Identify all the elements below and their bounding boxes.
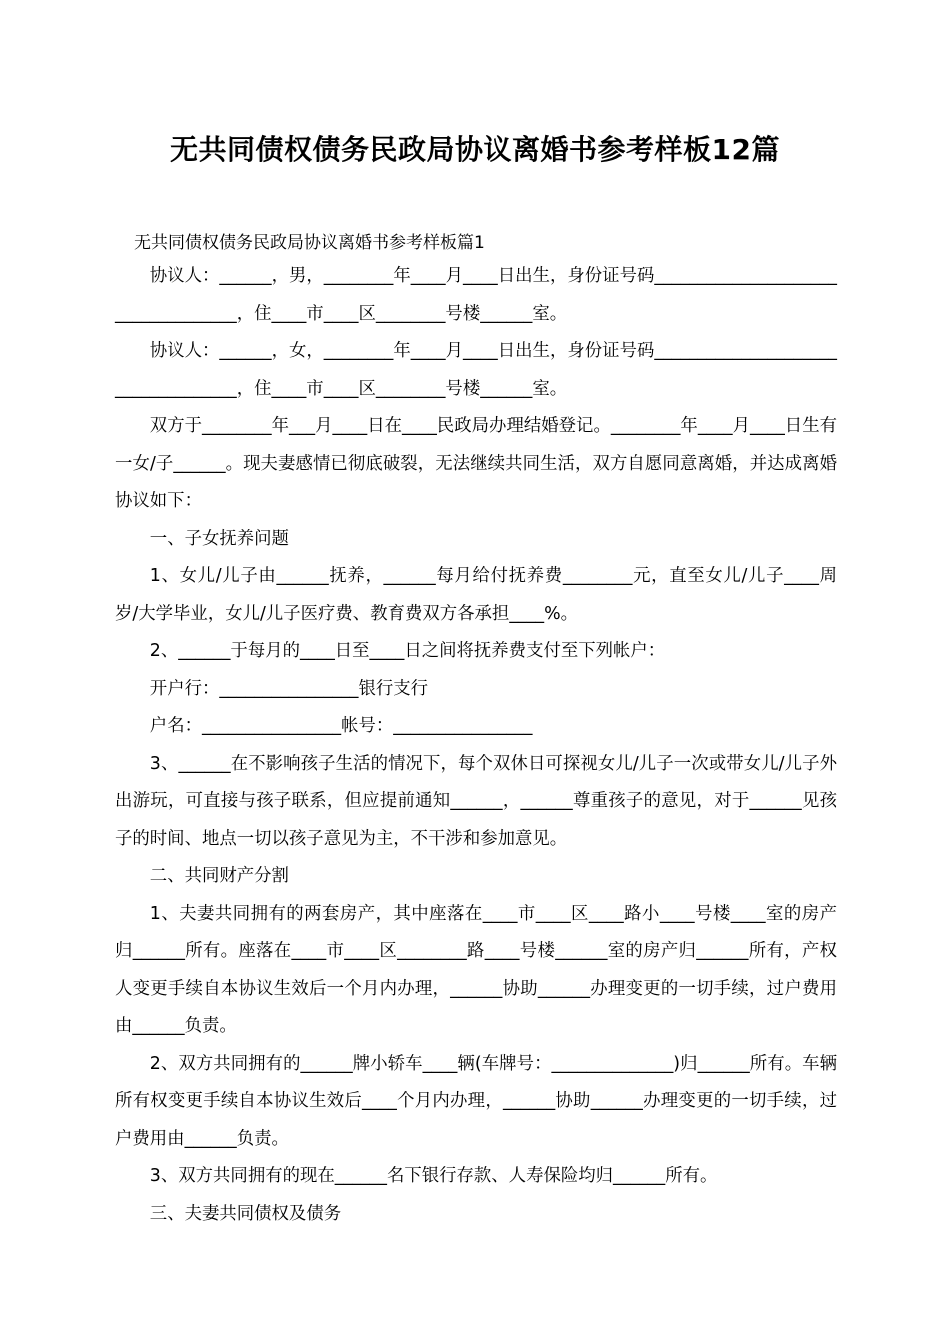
document-body — [115, 258, 837, 1233]
heading-property: 二、共同财产分割 — [149, 866, 289, 886]
paragraph-property-3: 3、双方共同拥有的现在______名下银行存款、人寿保险均归______所有。 — [149, 1166, 718, 1186]
document-title: 无共同债权债务民政局协议离婚书参考样板12篇 — [170, 133, 780, 166]
paragraph-party-male: 协议人：______，男，________年____月____日出生，身份证号码___________________________________，住____市____区________号楼______室。 — [115, 266, 837, 324]
paragraph-bank: 开户行：________________银行支行 — [149, 678, 429, 699]
heading-child-custody: 一、子女抚养问题 — [149, 528, 289, 549]
section-subtitle: 无共同债权债务民政局协议离婚书参考样板篇1 — [134, 233, 485, 253]
paragraph-account: 户名：________________帐号：________________ — [149, 716, 533, 736]
paragraph-marriage-info: 双方于________年___月____日在____民政局办理结婚登记。________年____月____日生有一女/子______。现夫妻感情已彻底破裂，无法继续共同生活，双方自愿同意离婚，并达成离婚协议如下： — [115, 416, 837, 511]
paragraph-party-female: 协议人：______，女，________年____月____日出生，身份证号码___________________________________，住____市____区________号楼______室。 — [115, 341, 837, 399]
paragraph-custody-2: 2、______于每月的____日至____日之间将抚养费支付至下列帐户： — [149, 641, 666, 661]
paragraph-custody-1: 1、女儿/儿子由______抚养，______每月给付抚养费________元，直至女儿/儿子____周岁/大学毕业，女儿/儿子医疗费、教育费双方各承担____%。 — [115, 566, 837, 624]
paragraph-custody-3: 3、______在不影响孩子生活的情况下，每个双休日可探视女儿/儿子一次或带女儿/儿子外出游玩，可直接与孩子联系，但应提前通知______，______尊重孩子的意见，对于______见孩子的时间、地点一切以孩子意见为主，不干涉和参加意见。 — [115, 753, 837, 849]
paragraph-property-2: 2、双方共同拥有的______牌小轿车____辆(车牌号：______________)归______所有。车辆所有权变更手续自本协议生效后____个月内办理，______协助______办理变更的一切手续，过户费用由______负责。 — [115, 1053, 837, 1149]
paragraph-property-1: 1、夫妻共同拥有的两套房产，其中座落在____市____区____路小____号楼____室的房产归______所有。座落在____市____区________路____号楼______室的房产归______所有，产权人变更手续自本协议生效后一个月内办理，______协助______办理变更的一切手续，过户费用由______负责。 — [115, 903, 837, 1036]
heading-debts: 三、夫妻共同债权及债务 — [149, 1203, 342, 1224]
